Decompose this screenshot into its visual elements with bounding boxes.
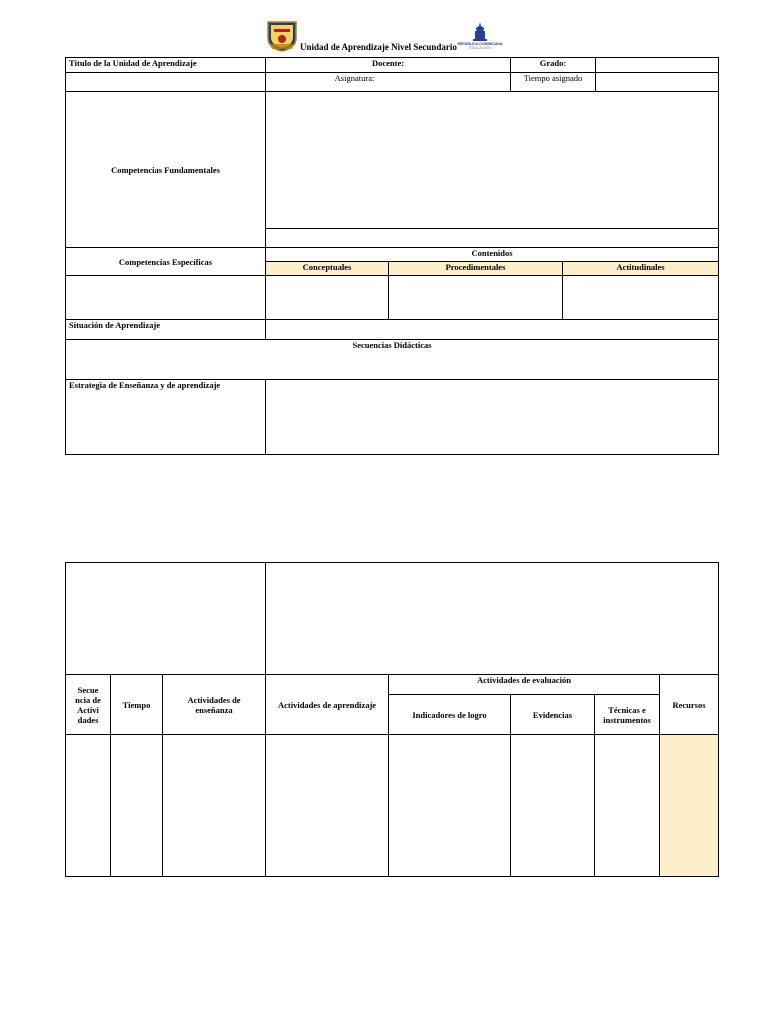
activities-table [65, 562, 719, 877]
header-actividades-aprendizaje: Actividades de aprendizaje [266, 675, 389, 735]
cell-tecnicas-instrumentos[interactable] [595, 735, 660, 877]
field-estrategia[interactable] [266, 380, 719, 455]
field-actitudinales[interactable] [563, 276, 719, 320]
school-crest-logo [266, 20, 298, 52]
cell-recursos[interactable] [660, 735, 719, 877]
label-grado: Grado: [511, 58, 596, 73]
label-competencias-fundamentales: Competencias Fundamentales [66, 92, 266, 248]
cell-actividades-ensenanza[interactable] [163, 735, 266, 877]
field-procedimentales[interactable] [389, 276, 563, 320]
ministry-emblem-icon [456, 20, 504, 42]
unit-planning-table [65, 57, 719, 455]
label-secuencias-didacticas: Secuencias Didácticas [66, 340, 719, 380]
field-competencias-fundamentales-extra[interactable] [266, 229, 719, 248]
label-situacion-aprendizaje: Situación de Aprendizaje [66, 320, 266, 340]
field-situacion-aprendizaje[interactable] [266, 320, 719, 340]
cell-indicadores-logro[interactable] [389, 735, 511, 877]
header-secuencia-actividades: Secue ncia de Activi dades [66, 675, 111, 735]
header-tecnicas-instrumentos: Técnicas e instrumentos [595, 695, 660, 735]
ministry-logo-line2: EDUCACIÓN [469, 46, 491, 50]
cell-actividades-aprendizaje[interactable] [266, 735, 389, 877]
header-actividades-evaluacion: Actividades de evaluación [389, 675, 660, 695]
label-docente: Docente: [266, 58, 511, 73]
ministry-logo-line1: REPÚBLICA DOMINICANA [457, 42, 503, 46]
document-title: Unidad de Aprendizaje Nivel Secundario [300, 42, 457, 52]
label-tiempo-asignado: Tiempo asignado [511, 73, 596, 92]
cell-secuencia[interactable] [66, 735, 111, 877]
label-asignatura: Asignatura: [266, 73, 511, 92]
label-contenidos: Contenidos [266, 248, 719, 262]
header-actividades-ensenanza: Actividades de enseñanza [163, 675, 266, 735]
cell-evidencias[interactable] [511, 735, 595, 877]
field-conceptuales[interactable] [266, 276, 389, 320]
header-indicadores-logro: Indicadores de logro [389, 695, 511, 735]
header-tiempo: Tiempo [111, 675, 163, 735]
header-evidencias: Evidencias [511, 695, 595, 735]
header-recursos: Recursos [660, 675, 719, 735]
document-header [266, 18, 506, 56]
field-activities-top-right[interactable] [266, 563, 719, 675]
field-grado[interactable] [596, 58, 719, 73]
field-competencias-fundamentales[interactable] [266, 92, 719, 229]
field-competencias-especificas[interactable] [66, 276, 266, 320]
field-tiempo-asignado[interactable] [596, 73, 719, 92]
cell-tiempo[interactable] [111, 735, 163, 877]
label-actitudinales: Actitudinales [563, 262, 719, 276]
label-titulo-unidad: Título de la Unidad de Aprendizaje [66, 58, 266, 73]
label-conceptuales: Conceptuales [266, 262, 389, 276]
field-activities-top-left[interactable] [66, 563, 266, 675]
ministry-logo [456, 20, 504, 54]
label-competencias-especificas: Competencias Específicas [66, 248, 266, 276]
ministry-logo-text [456, 42, 504, 50]
label-estrategia: Estrategia de Enseñanza y de aprendizaje [66, 380, 266, 455]
field-titulo-unidad[interactable] [66, 73, 266, 92]
label-procedimentales: Procedimentales [389, 262, 563, 276]
